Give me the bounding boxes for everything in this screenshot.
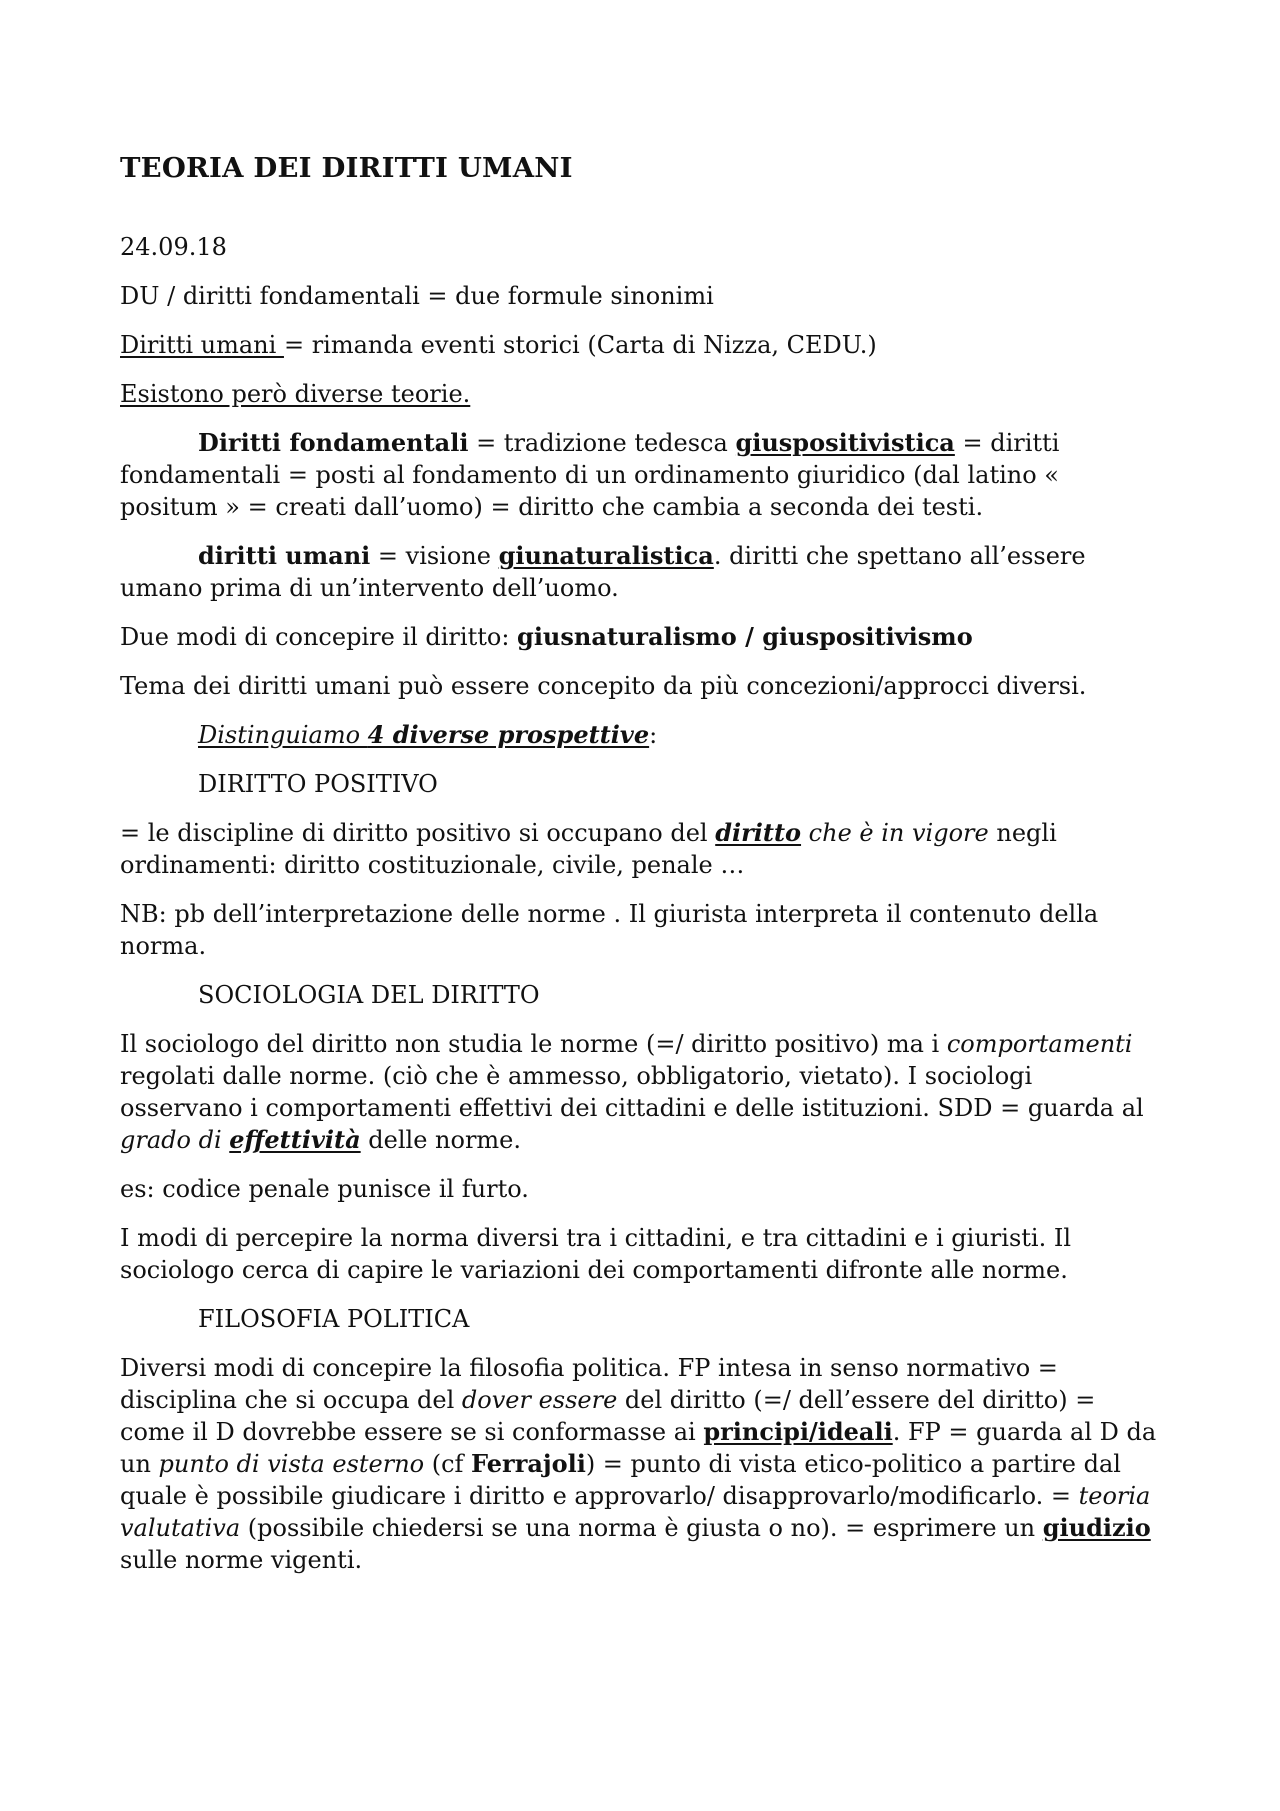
bold-term: diritti umani — [198, 541, 371, 570]
paragraph-due-modi: Due modi di concepire il diritto: giusnaturalismo / giuspositivismo — [120, 622, 973, 651]
paragraph-modi-percepire: I modi di percepire la norma diversi tra i cittadini, e tra cittadini e i giuristi. Il sociologo cerca di capire le variazioni dei comportamenti difronte alle norme. — [120, 1224, 1071, 1284]
paragraph-diritti-umani-visione: diritti umani = visione giunaturalistica. diritti che spettano all’essere umano prima di un’intervento dell’uomo. — [120, 541, 1086, 602]
paragraph-distinguiamo: Distinguiamo 4 diverse prospettive: — [198, 720, 658, 749]
italic-term: dover essere — [461, 1386, 618, 1414]
underlined-term: Diritti umani — [120, 331, 284, 359]
paragraph-diritti-umani: Diritti umani = rimanda eventi storici (Carta di Nizza, CEDU.) — [120, 331, 877, 359]
bold-underlined-term: 4 diverse prospettive — [367, 720, 650, 749]
paragraph-diritti-fondamentali: Diritti fondamentali = tradizione tedesca giuspositivistica = diritti fondamentali = posti al fondamento di un ordinamento giuridico (dal latino « positum » = creati dall’uomo) = diritto che cambia a seconda dei testi. — [120, 428, 1060, 521]
paragraph-tema: Tema dei diritti umani può essere concepito da più concezioni/approcci diversi. — [120, 672, 1087, 700]
bold-term: giusnaturalismo / giuspositivismo — [517, 622, 973, 651]
underlined-sentence: Esistono però diverse teorie. — [120, 380, 471, 408]
bold-term: Diritti fondamentali — [198, 428, 469, 457]
bold-underlined-term: giunaturalistica — [498, 541, 714, 570]
italic-term: teoria valutativa — [120, 1482, 1151, 1542]
bold-underlined-term: giuspositivistica — [735, 428, 955, 457]
document-title: TEORIA DEI DIRITTI UMANI — [120, 152, 573, 184]
paragraph-nb: NB: pb dell’interpretazione delle norme . Il giurista interpreta il contenuto della norma. — [120, 900, 1099, 960]
italic-term: punto di vista esterno — [158, 1450, 425, 1478]
date-line: 24.09.18 — [120, 233, 227, 261]
bold-term: Ferrajoli — [471, 1449, 586, 1478]
bold-underlined-term: effettività — [229, 1125, 361, 1154]
bold-underlined-term: diritto — [715, 818, 802, 847]
heading-sociologia: SOCIOLOGIA DEL DIRITTO — [198, 981, 540, 1009]
paragraph-esempio: es: codice penale punisce il furto. — [120, 1175, 529, 1203]
paragraph-du: DU / diritti fondamentali = due formule sinonimi — [120, 282, 714, 310]
heading-filosofia-politica: FILOSOFIA POLITICA — [198, 1305, 470, 1333]
paragraph-filosofia-politica: Diversi modi di concepire la filosofia politica. FP intesa in senso normativo = disciplina che si occupa del dover essere del diritto (=/ dell’essere del diritto) = come il D dovrebbe essere se si conformasse ai principi/ideali. FP = guarda al D da un punto di vista esterno (cf Ferrajoli) = punto di vista etico-politico a partire dal quale è possibile giudicare i diritto e approvarlo/ disapprovarlo/modificarlo. = teoria valutativa (possibile chiedersi se una norma è giusta o no). = esprimere un giudizio sulle norme vigenti. — [120, 1354, 1157, 1574]
bold-underlined-term: principi/ideali — [703, 1417, 893, 1446]
paragraph-sociologo: Il sociologo del diritto non studia le norme (=/ diritto positivo) ma i comportamenti regolati dalle norme. (ciò che è ammesso, obbligatorio, vietato). I sociologi osservano i comportamenti effettivi dei cittadini e delle istituzioni. SDD = guarda al grado di effettività delle norme. — [120, 1030, 1144, 1154]
paragraph-teorie — [120, 378, 1160, 410]
heading-diritto-positivo: DIRITTO POSITIVO — [198, 770, 438, 798]
paragraph-diritto-positivo: = le discipline di diritto positivo si occupano del diritto che è in vigore negli ordinamenti: diritto costituzionale, civile, penale … — [120, 818, 1057, 879]
bold-underlined-term: giudizio — [1042, 1513, 1151, 1542]
italic-term: comportamenti — [946, 1030, 1133, 1058]
